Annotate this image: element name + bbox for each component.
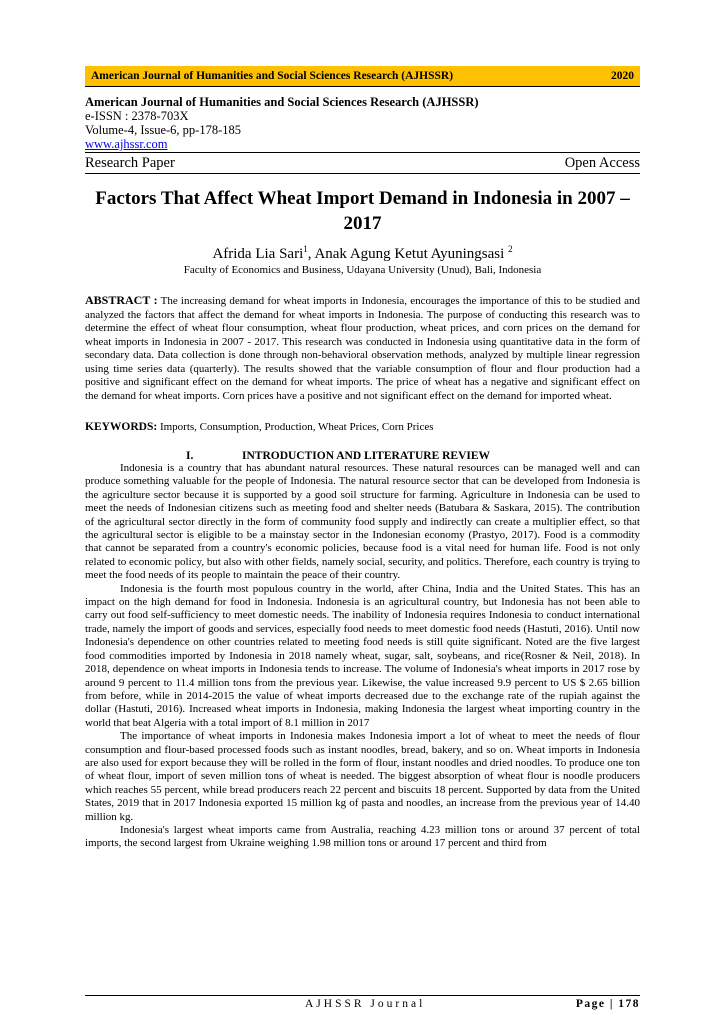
- paper-type-bar: [85, 152, 640, 174]
- abstract-label: ABSTRACT :: [85, 293, 158, 307]
- keywords-label: KEYWORDS:: [85, 421, 158, 433]
- footer-journal: AJHSSR Journal: [305, 998, 426, 1010]
- keywords-text: Imports, Consumption, Production, Wheat Prices, Corn Prices: [157, 421, 434, 433]
- paper-title: Factors That Affect Wheat Import Demand in Indonesia in 2007 – 2017: [95, 188, 630, 234]
- author-1-sup: 1: [303, 244, 308, 254]
- affiliation: Faculty of Economics and Business, Udayana University (Unud), Bali, Indonesia: [183, 264, 542, 276]
- paragraph: Indonesia is a country that has abundant natural resources. These natural resources can be managed well and can produce something valuable for the people of Indonesia. The natural resource sector that can be developed from Indonesia is the agriculture sector because it is supported by a good soil structure for farming. Agriculture in Indonesia can be used to meet the needs of Indonesian citizens such as meeting food and shelter needs (Batubara & Saskara, 2015). The contribution of the agricultural sector directly in the form of community food supply and indirectly can create a multiplier effect, so that the agricultural sector is eligible to be a mainstay sector in the Indonesian economy (Prastyo, 2017). Food is a commodity that cannot be separated from a country's economic policies, because food is a vital need for human life. Food is not only related to economic policy, but also with other fields, namely social, security, and politics. Therefore, each country is trying to meet the food needs of its people to maintain the peace of their country.: [85, 462, 640, 582]
- journal-meta: [85, 95, 640, 151]
- paper-type: Research Paper: [85, 154, 175, 171]
- journal-header-bar: [85, 66, 640, 87]
- meta-volume: Volume-4, Issue-6, pp-178-185: [85, 123, 241, 137]
- paragraph: Indonesia's largest wheat imports came from Australia, reaching 4.23 million tons or around 37 percent of total imports, the second largest from Ukraine weighing 1.98 million tons or around 17 percent and third from: [85, 823, 640, 850]
- author-2: Anak Agung Ketut Ayuningsasi: [314, 246, 509, 262]
- keywords: [85, 421, 640, 433]
- header-journal-name: American Journal of Humanities and Social Sciences Research (AJHSSR): [91, 70, 454, 82]
- section-title: INTRODUCTION AND LITERATURE REVIEW: [242, 450, 491, 462]
- abstract-text: The increasing demand for wheat imports in Indonesia, encourages the importance of this to be studied and analyzed the factors that affect the demand for wheat imports in Indonesia. The purpose of conducting this research was to determine the effect of wheat flour consumption, wheat flour production, wheat prices, and corn prices on the demand for wheat imports in Indonesia in 2007 - 2017. This research was conducted in Indonesia using quantitative data in the form of secondary data. Data collection is done through non-behavioral observation methods, analyzed by multiple linear regression using time series data (quarterly). The results showed that the variable consumption of flour and flour production had a positive and significant effect on the demand for wheat imports. The price of wheat has a negative and significant effect on the demand for wheat imports. Corn prices have a positive and not significant effect on the demand for imported wheat.: [85, 295, 640, 402]
- section-number: I.: [186, 450, 194, 462]
- abstract: [85, 294, 640, 403]
- access-type: Open Access: [564, 154, 640, 171]
- page-number: Page | 178: [575, 998, 640, 1010]
- paragraph: Indonesia is the fourth most populous country in the world, after China, India and the United States. This has an impact on the high demand for food in Indonesia. Indonesia is an agricultural country, but Indonesia has not been able to carry out food self-sufficiency to meet domestic needs. The inability of Indonesia requires Indonesia to conduct international trade, namely the import of goods and services, especially food needs to meet domestic food needs (Hastuti, 2016). Until now Indonesia's dependence on other countries related to meeting food needs is still quite significant. Noted are the five largest food commodities imported by Indonesia in 2018 namely wheat, sugar, salt, soybeans, and rice(Rosner & Neil, 2018). In 2018, dependence on wheat imports in Indonesia tends to increase. The volume of Indonesia's wheat imports in 2017 rose by around 9 percent to 11.4 million tons from the previous year. Likewise, the value increased 9.9 percent to US $ 2.65 billion from before, while in 2014-2015 the value of wheat imports decreased due to the exchange rate of the rupiah against the dollar (Hastuti, 2016). Increased wheat imports in Indonesia, making Indonesia the largest wheat importing country in the world that beat Algeria with a total import of 8.1 million in 2017: [85, 582, 640, 729]
- body-text: [85, 462, 640, 851]
- journal-link[interactable]: www.ajhssr.com: [85, 137, 168, 151]
- meta-journal-title: American Journal of Humanities and Social Sciences Research (AJHSSR): [85, 95, 479, 109]
- author-separator: ,: [307, 246, 315, 262]
- paragraph: The importance of wheat imports in Indonesia makes Indonesia import a lot of wheat to meet the needs of flour consumption and flour-based processed foods such as instant noodles, bread, bakery, and so on. Wheat imports in Indonesia are also used for export because they will be rolled in the form of flour, instant noodles and dried noodles. To produce one ton of wheat flour, import of seven million tons of wheat is needed. The biggest absorption of wheat flour is noodle producers which reaches 55 percent, while bread producers reach 22 percent and biscuits 18 percent. Supported by data from the United States, 2019 that in 2017 Indonesia exported 15 million kg of pasta and noodles, an increase from the previous year of 14.40 million kg.: [85, 730, 640, 823]
- authors: [85, 244, 640, 263]
- author-1: Afrida Lia Sari: [212, 246, 304, 262]
- page-footer: [85, 995, 640, 1018]
- section-heading: [85, 450, 640, 462]
- meta-issn: e-ISSN : 2378-703X: [85, 109, 189, 123]
- page: [85, 66, 640, 851]
- author-2-sup: 2: [508, 244, 513, 254]
- header-year: 2020: [611, 70, 634, 82]
